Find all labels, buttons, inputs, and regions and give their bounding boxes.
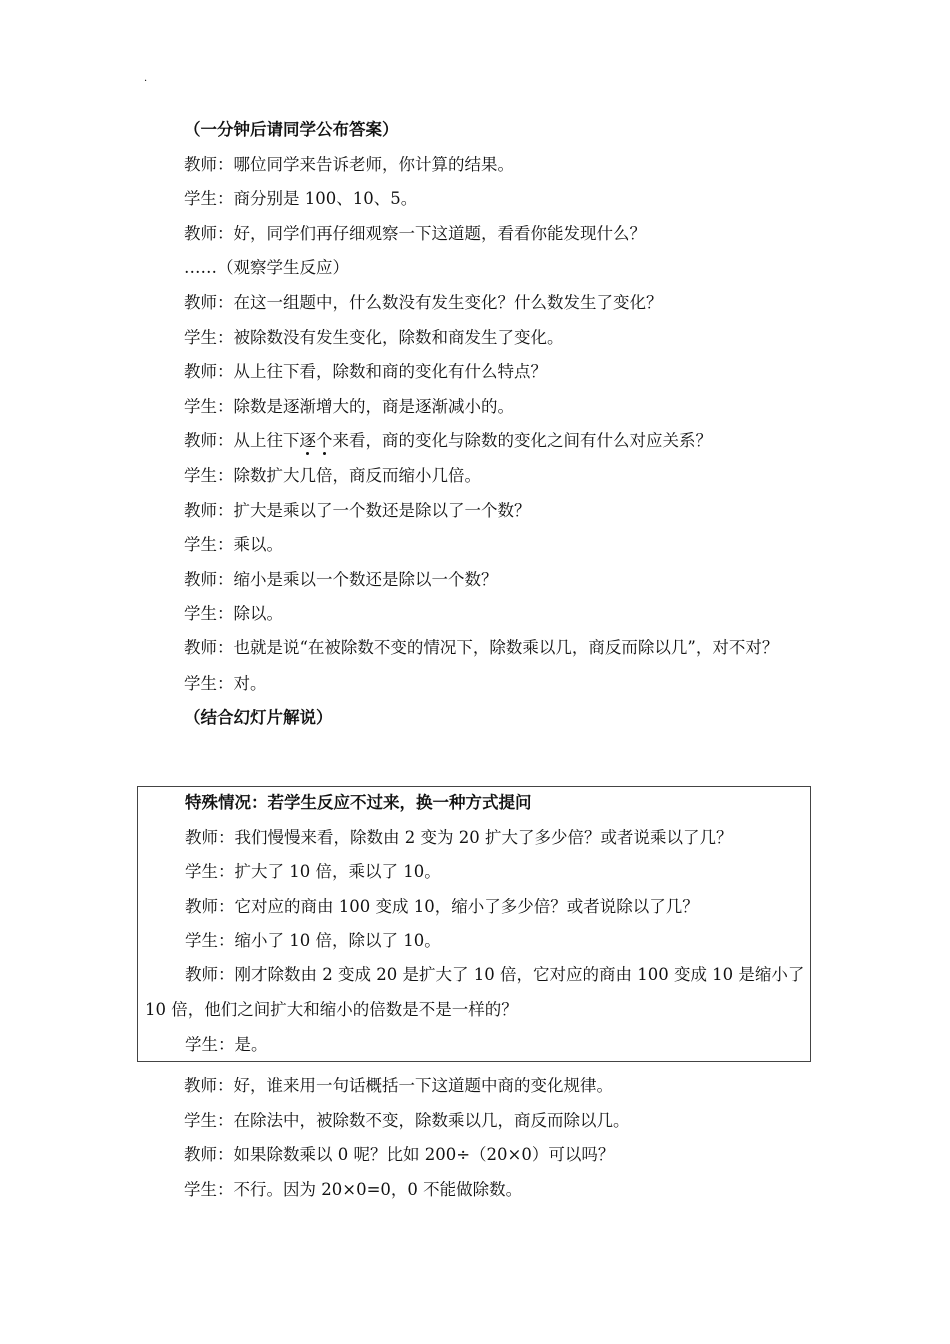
dialogue-line: 教师：如果除数乘以 0 呢？比如 200÷（20×0）可以吗？ [184, 1145, 615, 1165]
dialogue-line: 教师：它对应的商由 100 变成 10，缩小了多少倍？或者说除以了几？ [185, 896, 699, 916]
dialogue-bottom [144, 1074, 816, 1212]
dialogue-line: 教师：哪位同学来告诉老师，你计算的结果。 [184, 154, 514, 174]
dialogue-line-emphasis [144, 429, 816, 452]
dialogue-line: 学生：不行。因为 20×0=0，0 不能做除数。 [184, 1179, 523, 1199]
dialogue-line: 教师：扩大是乘以了一个数还是除以了一个数？ [184, 500, 531, 520]
dialogue-line: 学生：缩小了 10 倍，除以了 10。 [185, 931, 441, 951]
line-text-before: 教师：从上往下 [184, 431, 300, 451]
dialogue-line: 教师：好，谁来用一句话概括一下这道题中商的变化规律。 [184, 1076, 613, 1095]
dialogue-line-wrapped: 教师：刚才除数由 2 变成 20 是扩大了 10 倍，它对应的商由 100 变成 10 是缩小了 10 倍，他们之间扩大和缩小的倍数是不是一样的？ [145, 965, 805, 1019]
special-case-heading: 特殊情况：若学生反应不过来，换一种方式提问 [185, 793, 532, 812]
page-mark: · [144, 76, 148, 87]
dialogue-line: 教师：在这一组题中，什么数没有发生变化？什么数发生了变化？ [184, 292, 663, 312]
stage-note-slides: （结合幻灯片解说） [184, 708, 333, 728]
emphasis-char: 逐 [299, 431, 316, 451]
dialogue-top [144, 118, 816, 741]
dialogue-line: 教师：我们慢慢来看，除数由 2 变为 20 扩大了多少倍？或者说乘以了几？ [185, 827, 733, 847]
special-case-box [137, 786, 811, 1062]
stage-note-observe: ……（观察学生反应） [184, 258, 349, 278]
dialogue-line: 学生：是。 [185, 1035, 268, 1055]
line-text-after: 来看，商的变化与除数的变化之间有什么对应关系？ [332, 431, 712, 451]
dialogue-line: 学生：扩大了 10 倍，乘以了 10。 [185, 862, 441, 882]
dialogue-line: 教师：好，同学们再仔细观察一下这道题，看看你能发现什么？ [184, 223, 646, 243]
dialogue-line: 学生：在除法中，被除数不变，除数乘以几，商反而除以几。 [184, 1110, 630, 1130]
dialogue-line: 学生：乘以。 [184, 535, 283, 555]
dialogue-line: 学生：对。 [184, 673, 267, 693]
dialogue-line: 教师：缩小是乘以一个数还是除以一个数？ [184, 569, 498, 589]
dialogue-line: 教师：从上往下看，除数和商的变化有什么特点？ [184, 362, 547, 382]
dialogue-line: 学生：除数扩大几倍，商反而缩小几倍。 [184, 465, 481, 485]
dialogue-line: 学生：被除数没有发生变化，除数和商发生了变化。 [184, 327, 564, 347]
dialogue-line-wrapped: 教师：也就是说“在被除数不变的情况下，除数乘以几，商反而除以几”，对不对？ [184, 638, 779, 658]
emphasis-char: 个 [316, 431, 333, 451]
stage-note-answer: （一分钟后请同学公布答案） [184, 120, 399, 139]
dialogue-line: 学生：除以。 [184, 604, 283, 624]
dialogue-line: 学生：除数是逐渐增大的，商是逐渐减小的。 [184, 396, 514, 416]
dialogue-line: 学生：商分别是 100、10、5。 [184, 189, 418, 209]
